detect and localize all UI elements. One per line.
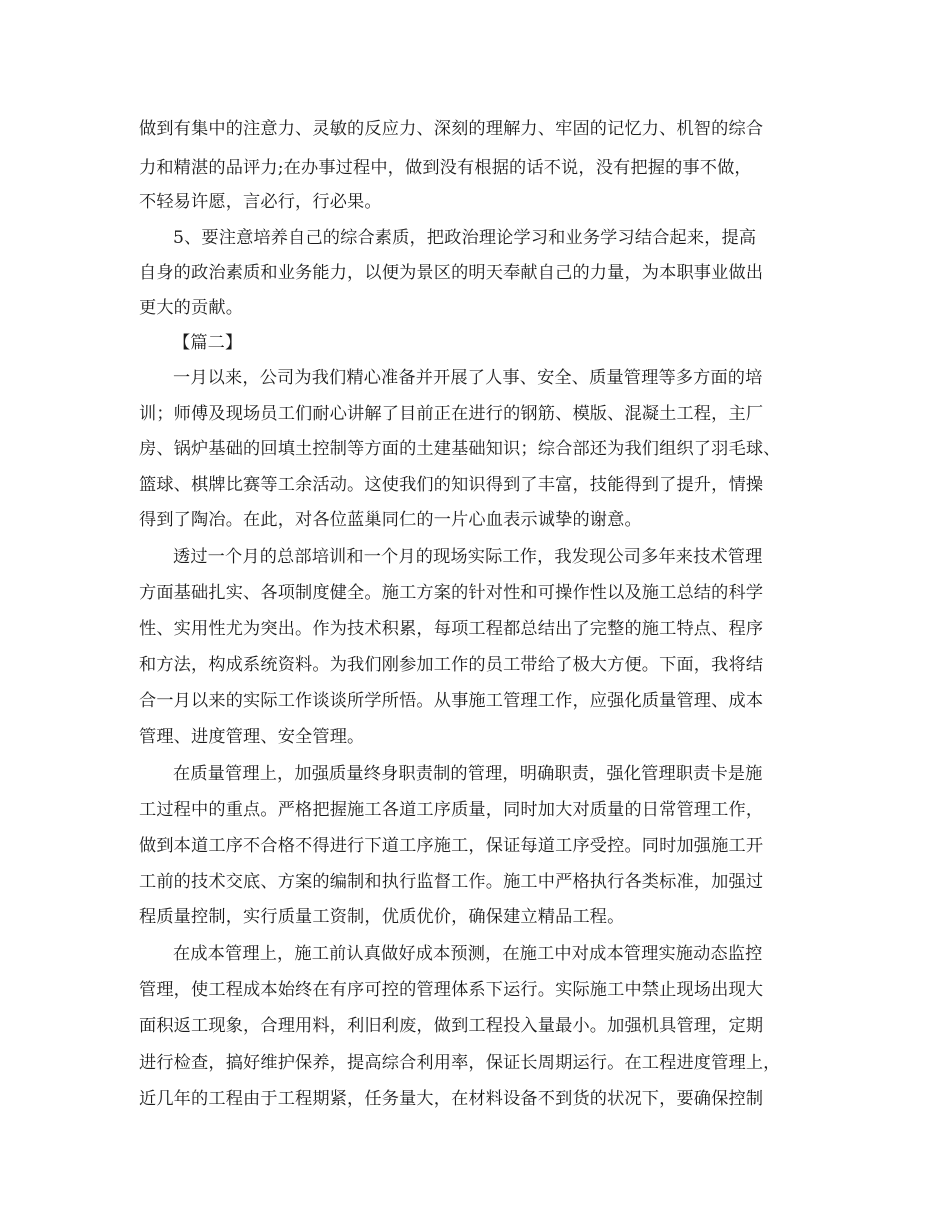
text-line: 工前的技术交底、方案的编制和执行监督工作。施工中严格执行各类标准，加强过 [139,872,764,892]
text-line: 力和精湛的品评力;在办事过程中，做到没有根据的话不说，没有把握的事不做， [139,158,752,178]
text-line: 篮球、棋牌比赛等工余活动。这使我们的知识得到了丰富，技能得到了提升，情操 [139,475,764,495]
text-line: 性、实用性尤为突出。作为技术积累，每项工程都总结出了完整的施工特点、程序 [139,619,764,639]
text-line: 进行检查，搞好维护保养，提高综合利用率，保证长周期运行。在工程进度管理上， [139,1053,781,1073]
text-line: 更大的贡献。 [139,298,244,318]
text-line: 训；师傅及现场员工们耐心讲解了目前正在进行的钢筋、模版、混凝土工程，主厂 [139,404,764,424]
text-line: 不轻易许愿，言必行，行必果。 [139,192,382,212]
text-line: 在成本管理上，施工前认真做好成本预测，在施工中对成本管理实施动态监控 [173,944,763,964]
text-line: 做到本道工序不合格不得进行下道工序施工，保证每道工序受控。同时加强施工开 [139,836,764,856]
text-line: 自身的政治素质和业务能力，以便为景区的明天奉献自己的力量，为本职事业做出 [139,263,764,283]
text-line: 和方法，构成系统资料。为我们刚参加工作的员工带给了极大方便。下面，我将结 [139,655,764,675]
text-line: 房、锅炉基础的回填土控制等方面的土建基础知识；综合部还为我们组织了羽毛球、 [139,439,781,459]
text-line: 一月以来，公司为我们精心准备并开展了人事、安全、质量管理等多方面的培 [173,368,763,388]
section-heading: 【篇二】 [173,333,243,353]
text-line: 合一月以来的实际工作谈谈所学所悟。从事施工管理工作，应强化质量管理、成本 [139,691,764,711]
text-line: 透过一个月的总部培训和一个月的现场实际工作，我发现公司多年来技术管理 [173,547,763,567]
text-line: 管理，使工程成本始终在有序可控的管理体系下运行。实际施工中禁止现场出现大 [139,980,764,1000]
text-line: 在质量管理上，加强质量终身职责制的管理，明确职责，强化管理职责卡是施 [173,764,763,784]
text-line: 方面基础扎实、各项制度健全。施工方案的针对性和可操作性以及施工总结的科学 [139,583,764,603]
text-line: 5、要注意培养自己的综合素质，把政治理论学习和业务学习结合起来，提高 [173,228,757,248]
text-line: 做到有集中的注意力、灵敏的反应力、深刻的理解力、牢固的记忆力、机智的综合 [139,119,764,139]
text-line: 面积返工现象，合理用料，利旧利废，做到工程投入量最小。加强机具管理，定期 [139,1016,764,1036]
text-line: 工过程中的重点。严格把握施工各道工序质量，同时加大对质量的日常管理工作， [139,800,764,820]
text-line: 近几年的工程由于工程期紧，任务量大，在材料设备不到货的状况下，要确保控制 [139,1089,764,1109]
text-line: 得到了陶冶。在此，对各位蓝巢同仁的一片心血表示诚挚的谢意。 [139,510,642,530]
text-line: 管理、进度管理、安全管理。 [139,727,365,747]
text-line: 程质量控制，实行质量工资制，优质优价，确保建立精品工程。 [139,907,625,927]
